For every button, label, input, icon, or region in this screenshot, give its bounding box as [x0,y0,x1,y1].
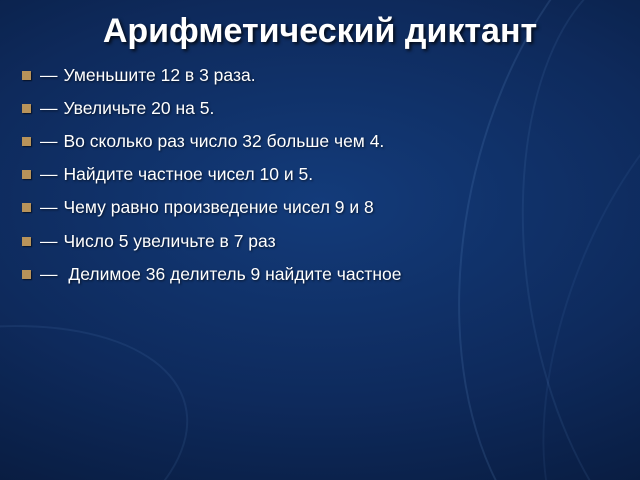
decorative-swirl-icon [0,277,218,480]
bullet-square-icon [22,170,31,179]
em-dash: — [40,164,58,185]
list-item-body: Чему равно произведение чисел 9 и 8 [63,197,374,218]
list-item-text [40,230,276,253]
bullet-square-icon [22,237,31,246]
list-item-text [40,263,401,286]
list-item-text [40,163,313,186]
list-item [22,130,616,153]
list-item-body: Увеличьте 20 на 5. [63,98,215,119]
list-item [22,163,616,186]
em-dash: — [40,263,58,284]
list-item-text [40,130,384,153]
list-item-body: Найдите частное чисел 10 и 5. [63,164,314,185]
list-item [22,97,616,120]
em-dash: — [40,230,58,251]
list-item [22,64,616,87]
list-item-body: Уменьшите 12 в 3 раза. [63,65,256,86]
em-dash: — [40,197,58,218]
list-item [22,263,616,286]
bullet-list [22,64,616,286]
list-item-text [40,196,374,219]
list-item [22,230,616,253]
em-dash: — [40,98,58,119]
list-item [22,196,616,219]
list-item-body: Число 5 увеличьте в 7 раз [63,230,276,251]
bullet-square-icon [22,71,31,80]
bullet-square-icon [22,203,31,212]
bullet-square-icon [22,270,31,279]
list-item-text [40,97,214,120]
bullet-square-icon [22,137,31,146]
list-item-text [40,64,256,87]
list-item-body: Делимое 36 делитель 9 найдите частное [63,263,402,284]
slide-title: Арифметический диктант [102,12,538,50]
em-dash: — [40,131,58,152]
list-item-body: Во сколько раз число 32 больше чем 4. [63,131,385,152]
bullet-square-icon [22,104,31,113]
em-dash: — [40,65,58,86]
